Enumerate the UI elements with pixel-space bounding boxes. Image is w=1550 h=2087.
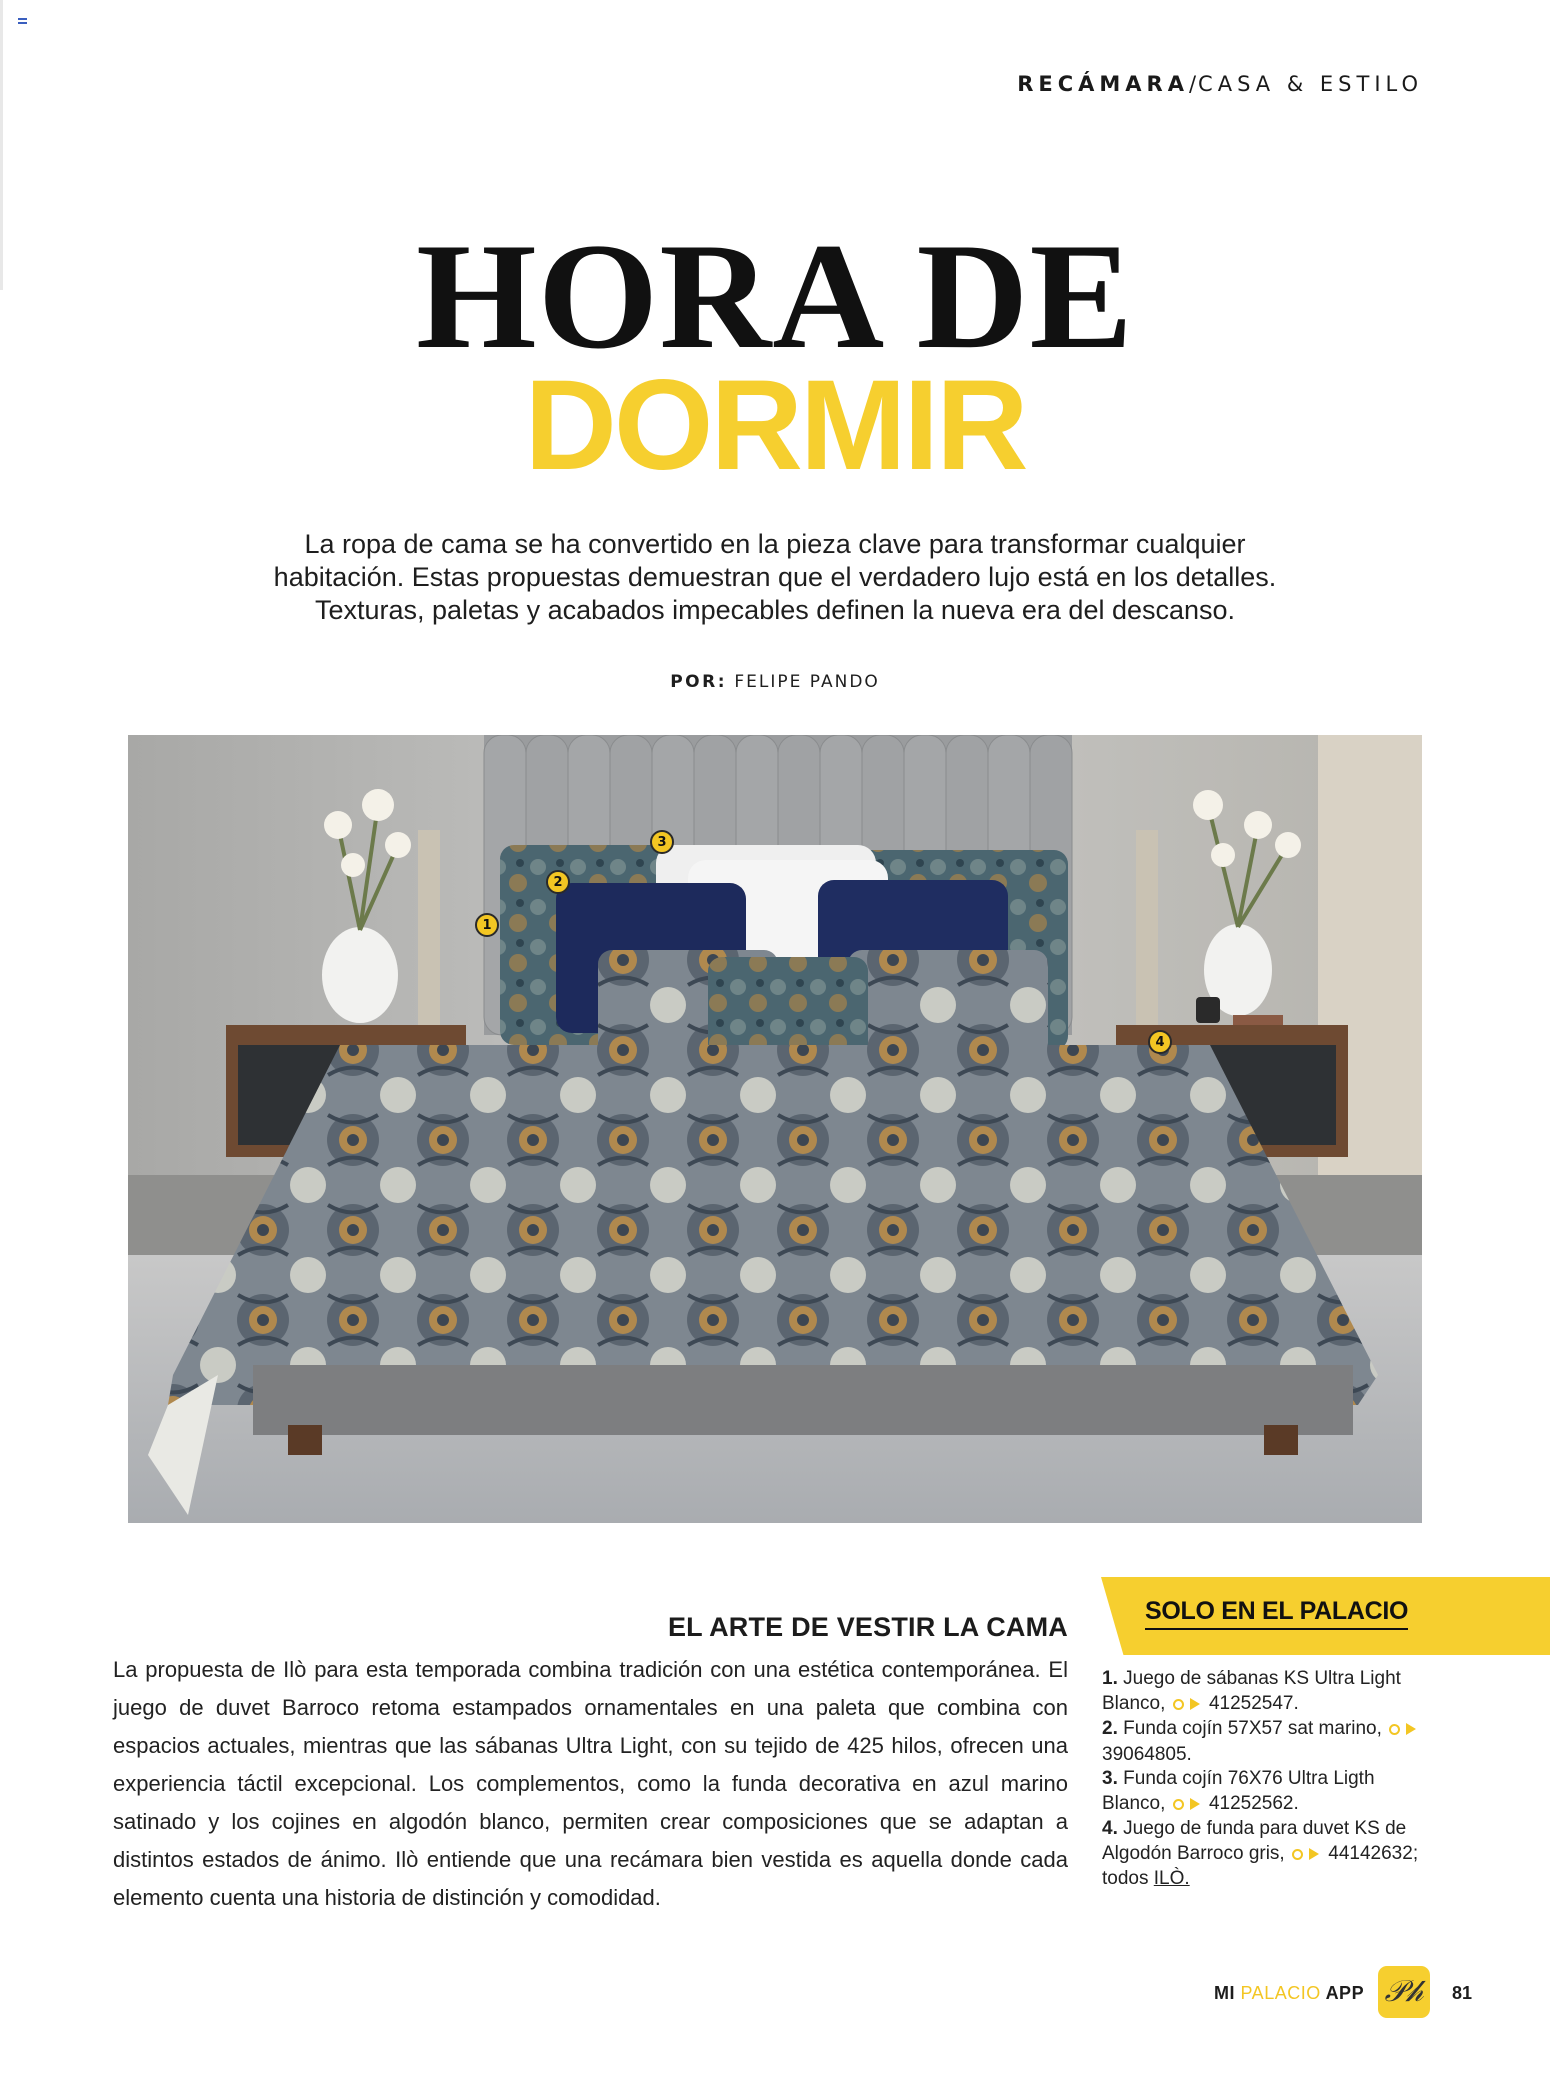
corner-mark xyxy=(18,18,27,24)
footer-palacio: PALACIO xyxy=(1240,1983,1321,2003)
hotspot-1[interactable]: 1 xyxy=(475,913,499,937)
page-title-line2: DORMIR xyxy=(524,354,1026,497)
footer-app-label xyxy=(1214,1983,1364,2004)
product-number: 3. xyxy=(1102,1768,1118,1789)
product-list xyxy=(1102,1667,1432,1892)
search-arrow-icon[interactable] xyxy=(1389,1718,1416,1743)
hotspot-4[interactable]: 4 xyxy=(1148,1030,1172,1054)
product-text: Funda cojín 57X57 sat marino, xyxy=(1123,1718,1382,1739)
byline-author: FELIPE PANDO xyxy=(734,672,880,692)
product-text: Funda cojín 76X76 Ultra Ligth Blanco, xyxy=(1102,1768,1375,1814)
book xyxy=(1233,1015,1283,1025)
product-code: 41252562. xyxy=(1208,1792,1299,1814)
bed-base xyxy=(253,1365,1353,1435)
product-number: 4. xyxy=(1102,1818,1118,1839)
search-arrow-icon[interactable] xyxy=(1173,1793,1200,1818)
bedroom-illustration xyxy=(128,735,1422,1523)
brand-link[interactable]: ILÒ. xyxy=(1153,1868,1190,1889)
intro-line: Texturas, paletas y acabados impecables definen la nueva era del descanso. xyxy=(314,595,1236,625)
palacio-logo-icon[interactable]: 𝒫𝒽 xyxy=(1378,1966,1430,2018)
product-code: 41252547. xyxy=(1208,1692,1299,1714)
solo-title: SOLO EN EL PALACIO xyxy=(1145,1597,1408,1630)
intro-line: La ropa de cama se ha convertido en la pieza clave para transformar cualquier xyxy=(304,529,1246,559)
byline-label: POR: xyxy=(670,672,727,692)
product-text: Juego de sábanas KS Ultra Light Blanco, xyxy=(1102,1668,1401,1714)
page-number: 81 xyxy=(1452,1983,1473,2003)
product-number: 2. xyxy=(1102,1718,1118,1739)
hotspot-2[interactable]: 2 xyxy=(546,870,570,894)
product-code: 39064805. xyxy=(1102,1743,1192,1765)
pillows xyxy=(500,845,1068,1060)
lamp-right xyxy=(1136,830,1158,1025)
footer-mi: MI xyxy=(1214,1983,1235,2003)
section-label-strong: RECÁMARA xyxy=(1017,72,1189,96)
product-item xyxy=(1102,1817,1432,1892)
section-label-rest: CASA & ESTILO xyxy=(1198,72,1423,96)
product-text: Juego de funda para duvet KS de Algodón Barroco gris, xyxy=(1102,1818,1407,1864)
byline xyxy=(0,672,1550,692)
search-arrow-icon[interactable] xyxy=(1292,1843,1319,1868)
section-label xyxy=(1017,72,1423,96)
duvet xyxy=(168,1045,1378,1405)
product-item xyxy=(1102,1667,1432,1717)
mug xyxy=(1196,997,1220,1023)
product-item xyxy=(1102,1717,1432,1767)
product-item xyxy=(1102,1767,1432,1817)
search-arrow-icon[interactable] xyxy=(1173,1693,1200,1718)
article-heading: EL ARTE DE VESTIR LA CAMA xyxy=(667,1612,1068,1642)
product-number: 1. xyxy=(1102,1668,1118,1689)
article-body: La propuesta de Ilò para esta temporada combina tradición con una estética contemporánea. El juego de duvet Barroco retoma estampados ornamentales en una paleta que combina con espacios actuales, mientras que las sábanas Ultra Light, con su tejido de 425 hilos, ofrecen una experiencia táctil excepcional. Los complementos, como la funda decorativa en azul marino satinado y los cojines en algodón blanco, permiten crear composiciones que se adaptan a distintos estados de ánimo. Ilò entiende que una recámara bien vestida es aquella donde cada elemento cuenta una historia de distinción y comodidad. xyxy=(113,1657,1068,1910)
lamp-left xyxy=(418,830,440,1025)
section-separator: / xyxy=(1188,72,1199,96)
hero-bedroom-image xyxy=(128,735,1422,1523)
page-title-line1: HORA DE xyxy=(416,212,1134,380)
intro-line: habitación. Estas propuestas demuestran que el verdadero lujo está en los detalles. xyxy=(273,562,1277,592)
product-code: 44142632; todos xyxy=(1102,1842,1419,1889)
hotspot-3[interactable]: 3 xyxy=(650,830,674,854)
footer-app: APP xyxy=(1325,1983,1365,2003)
intro-paragraph xyxy=(190,528,1360,627)
